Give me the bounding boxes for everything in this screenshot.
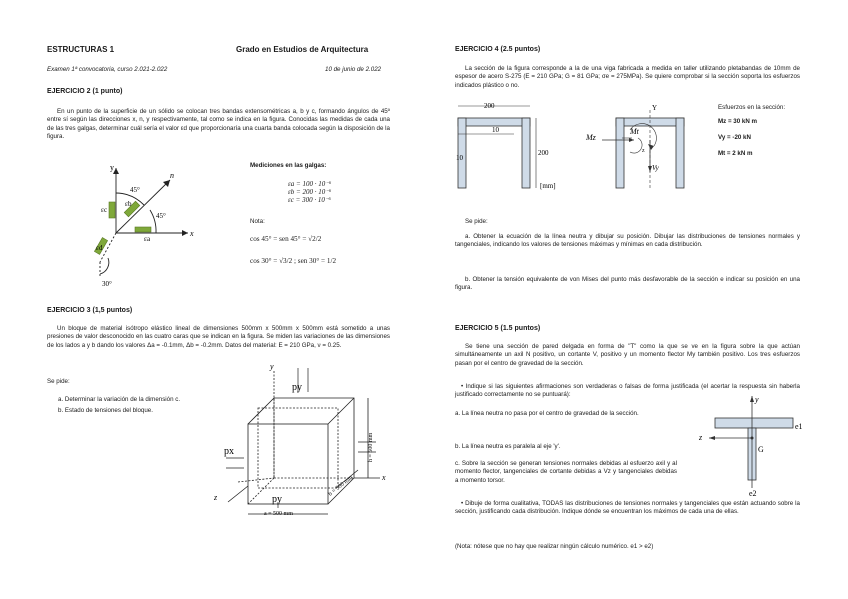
fig4-dim-200-top: 200 [484,102,495,110]
degree-title: Grado en Estudios de Arquitectura [236,45,369,54]
ex2-measures [288,180,331,204]
fig4-vy-label: Vy [652,164,659,172]
fig4-mz-label: Mz [586,133,596,142]
ex5-item-c: c. Sobre la sección se generan tensiones normales debidas al esfuerzo axil y al momento flector, tangenciales de cortante debidas a Vz y tangenciales debidas a momento torsor. [455,460,677,484]
fig5-e1-label: e1 [795,422,803,431]
ex2-note-cos45: cos 45° = sen 45° = √2/2 [250,235,322,243]
ex5-bullet-1: • Indique si las siguientes afirmaciones son verdaderas o falsas de forma justificada (el acertar la respuesta sin haberla justificado correctamente no se puntuará): [455,383,800,399]
measure-b: εb = 200 · 10⁻⁶ [288,188,332,196]
exam-info: Examen 1ª convocatoria, curso 2.021-2.022 [47,66,168,73]
ex2-text: En un punto de la superficie de un sólido se colocan tres bandas extensométricas a, b y c, formando ángulos de 45º entre sí según las direcciones x, n, y respectivamente, tal como se indica en la figura. Conocidas las medidas de cada una de las tres galgas, determinar cuál sería el valor εd que proporcionaría una cuarta banda colocada según la disposición de la figura. [47,108,390,141]
ex5-bullet-2: • Dibuje de forma cualitativa, TODAS las distribuciones de tensiones normales y tangenciales que están actuando sobre la sección, justificando cada distribución. Indique dónde se encuentran los máximos de cada una de ellas. [455,500,800,516]
fig5-g-label: G [758,445,764,454]
fig2-gauge-b: εb [125,200,132,208]
ex4-ask: Se pide: [465,218,488,225]
ex4-item-b: b. Obtener la tensión equivalente de von Mises del punto más desfavorable de la sección e indicar su posición en una figura. [455,276,800,292]
fig2-angle-3: 30° [102,280,112,288]
ex4-text: La sección de la figura corresponde a la de una viga fabricada a medida en taller utilizando pletabandas de 10mm de espesor de acero S-275 (E = 210 GPa; G = 81 GPa; σe = 275MPa). Se quiere comprobar si la sección soporta los esfuerzos indicados plástico o no. [455,65,800,89]
fig4-z-label: z [642,148,645,154]
ex2-title: EJERCICIO 2 (1 punto) [47,88,123,95]
fig3-h-dim: h = 500 mm [368,432,374,462]
ex3-text: Un bloque de material isótropo elástico lineal de dimensiones 500mm x 500mm x 500mm está sometido a unas presiones de valor desconocido en las cuatro caras que se indican en la figura. Se miden las variaciones de las dimensiones de los lados a y b dando los valores Δa = -0.1mm, Δb = -0.2mm. Datos del material: E = 210 GPa, ν = 0.25. [47,325,390,349]
ex2-note-cos30: cos 30° = √3/2 ; sen 30° = 1/2 [250,257,337,265]
ex5-item-b: b. La línea neutra es paralela al eje 'y'. [455,443,561,450]
fig2-gauge-c: εc [101,206,108,214]
ex2-measures-title: Mediciones en las galgas: [250,162,327,169]
fig2-gauge-d: εd [96,244,103,252]
fig4-y-axis: Y [652,104,658,112]
ex5-note: (Nota: nótese que no hay que realizar ningún cálculo numérico. e1 > e2) [455,543,654,550]
fig3-py-bottom: py [272,494,282,505]
ex2-note-label: Nota: [250,218,265,225]
fig2-angle-2: 45° [156,212,166,220]
ex2-strain-gauge-figure [72,158,202,290]
fig2-y-label: y [110,163,114,172]
ex3-block-figure [208,362,398,518]
fig3-b-dim: b = 500 mm [327,474,355,498]
fig5-e2-label: e2 [749,489,757,498]
ex4-force-mt: Mt = 2 kN m [718,150,753,157]
fig5-y-axis: y [755,395,759,404]
fig3-a-dim: a = 500 mm [264,511,293,517]
ex4-force-mz: Mz = 30 kN m [718,118,758,125]
ex4-item-a: a. Obtener la ecuación de la línea neutra y dibujar su posición. Dibujar las distribuciones de tensiones normales y tangenciales, indicando los valores de tensiones máximas y mínimas en cada distribución. [455,233,800,249]
fig3-py-top: py [292,382,302,393]
ex5-text: Se tiene una sección de pared delgada en forma de "T" como la que se ve en la figura sobre la que actúan simultáneamente un axil N positivo, un cortante V, positivo y un momento flector My también positivo. Los tres esfuerzos pasan por el centro de gravedad de la sección. [455,343,800,367]
ex3-item-b: b. Estado de tensiones del bloque. [58,407,153,414]
fig2-x-label: x [190,229,194,238]
ex3-item-a: a. Determinar la variación de la dimensión c. [58,396,181,403]
ex5-item-a: a. La línea neutra no pasa por el centro de gravedad de la sección. [455,410,639,417]
measure-a: εa = 100 · 10⁻⁶ [288,180,332,188]
course-title: ESTRUCTURAS 1 [47,45,115,54]
fig5-z-axis: z [699,433,703,442]
fig4-unit: [mm] [540,182,556,190]
ex3-ask: Se pide: [47,378,70,385]
ex4-forces-title: Esfuerzos en la sección: [718,104,786,111]
fig4-mt-label: Mt [630,127,639,136]
fig4-dim-10-flange: 10 [492,126,499,134]
fig3-z-axis: z [214,493,218,502]
fig4-dim-10-web: 10 [456,154,463,162]
fig3-y-axis: y [270,362,274,371]
ex3-title: EJERCICIO 3 (1,5 puntos) [47,307,133,314]
fig4-dim-200-height: 200 [538,149,549,157]
fig2-angle-1: 45° [130,186,140,194]
fig2-gauge-a: εa [144,235,151,243]
ex4-section-figure [454,100,704,192]
ex4-title: EJERCICIO 4 (2.5 puntos) [455,46,541,53]
ex4-force-vy: Vy = -20 kN [718,134,751,141]
fig3-px-left: px [224,446,234,457]
exam-date: 10 de junio de 2.022 [325,66,382,73]
measure-c: εc = 300 · 10⁻⁶ [288,196,331,204]
fig3-x-axis: x [382,473,386,482]
fig2-n-label: n [170,171,174,180]
ex5-title: EJERCICIO 5 (1.5 puntos) [455,325,541,332]
ex5-tee-section-figure [695,392,815,500]
